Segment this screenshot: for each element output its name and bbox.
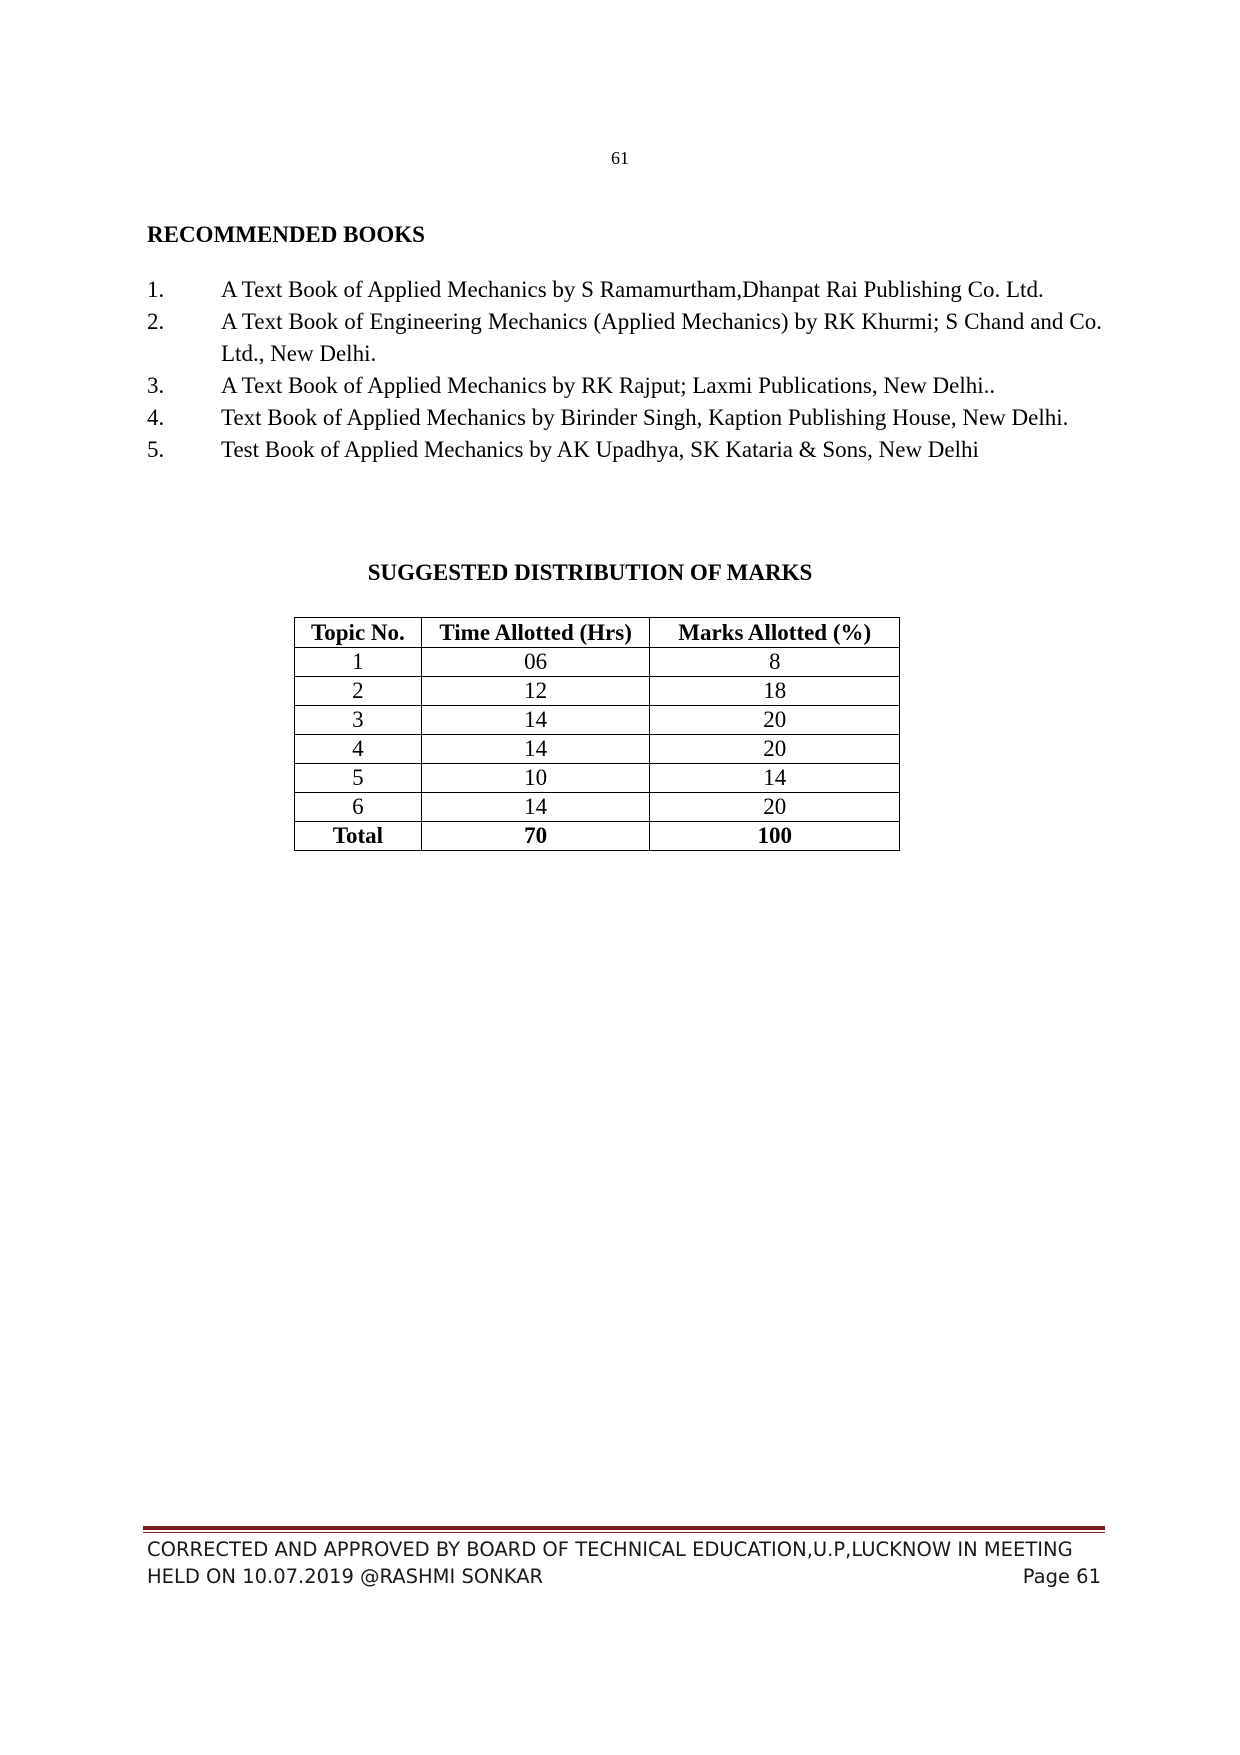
cell-time: 12: [421, 677, 650, 706]
cell-topic: 4: [295, 735, 422, 764]
cell-topic: 1: [295, 648, 422, 677]
footer-line-2-row: [147, 1563, 1101, 1590]
cell-marks: 14: [650, 764, 900, 793]
table-row: [295, 677, 900, 706]
table-row: [295, 764, 900, 793]
cell-topic: 6: [295, 793, 422, 822]
footer-line-1: CORRECTED AND APPROVED BY BOARD OF TECHNICAL EDUCATION,U.P,LUCKNOW IN MEETING: [147, 1538, 1073, 1561]
book-text: A Text Book of Applied Mechanics by S Ramamurtham,Dhanpat Rai Publishing Co. Ltd.: [221, 277, 1044, 302]
table-header-row: [295, 618, 900, 648]
book-text: A Text Book of Applied Mechanics by RK Rajput; Laxmi Publications, New Delhi..: [221, 373, 996, 398]
cell-topic: 2: [295, 677, 422, 706]
table-row: [295, 648, 900, 677]
footer-page-label: Page 61: [1022, 1565, 1101, 1588]
cell-topic: 5: [295, 764, 422, 793]
book-number: 3.: [147, 373, 165, 398]
book-item: [147, 402, 1102, 434]
footer-line-2: HELD ON 10.07.2019 @RASHMI SONKAR: [147, 1565, 544, 1588]
table-row: [295, 793, 900, 822]
page-footer: [147, 1536, 1101, 1590]
book-item: [147, 274, 1102, 306]
table-row: [295, 706, 900, 735]
book-number: 1.: [147, 277, 165, 302]
cell-marks: 20: [650, 706, 900, 735]
cell-total-time: 70: [421, 822, 650, 851]
recommended-books-heading: RECOMMENDED BOOKS: [147, 222, 425, 247]
book-number: 4.: [147, 405, 165, 430]
cell-time: 14: [421, 706, 650, 735]
cell-time: 14: [421, 793, 650, 822]
cell-time: 14: [421, 735, 650, 764]
page-number: 61: [611, 148, 629, 168]
cell-marks: 20: [650, 735, 900, 764]
cell-time: 10: [421, 764, 650, 793]
cell-total-marks: 100: [650, 822, 900, 851]
table-total-row: [295, 822, 900, 851]
book-number: 5.: [147, 437, 165, 462]
book-item: [147, 306, 1102, 370]
distribution-heading: SUGGESTED DISTRIBUTION OF MARKS: [367, 560, 813, 585]
cell-time: 06: [421, 648, 650, 677]
cell-marks: 18: [650, 677, 900, 706]
cell-marks: 8: [650, 648, 900, 677]
recommended-books-list: [147, 274, 1102, 466]
book-item: [147, 370, 1102, 402]
header-time-allotted: Time Allotted (Hrs): [421, 618, 650, 648]
header-topic-no: Topic No.: [295, 618, 422, 648]
book-text: Test Book of Applied Mechanics by AK Upadhya, SK Kataria & Sons, New Delhi: [221, 437, 979, 462]
book-item: [147, 434, 1102, 466]
cell-marks: 20: [650, 793, 900, 822]
book-text: Text Book of Applied Mechanics by Birinder Singh, Kaption Publishing House, New Delhi.: [221, 405, 1069, 430]
cell-topic: 3: [295, 706, 422, 735]
book-text: A Text Book of Engineering Mechanics (Applied Mechanics) by RK Khurmi; S Chand and Co. Ltd., New Delhi.: [221, 309, 1102, 366]
book-number: 2.: [147, 309, 165, 334]
footer-divider: [143, 1526, 1105, 1533]
cell-total-label: Total: [295, 822, 422, 851]
table-row: [295, 735, 900, 764]
header-marks-allotted: Marks Allotted (%): [650, 618, 900, 648]
marks-distribution-table: [294, 617, 900, 851]
